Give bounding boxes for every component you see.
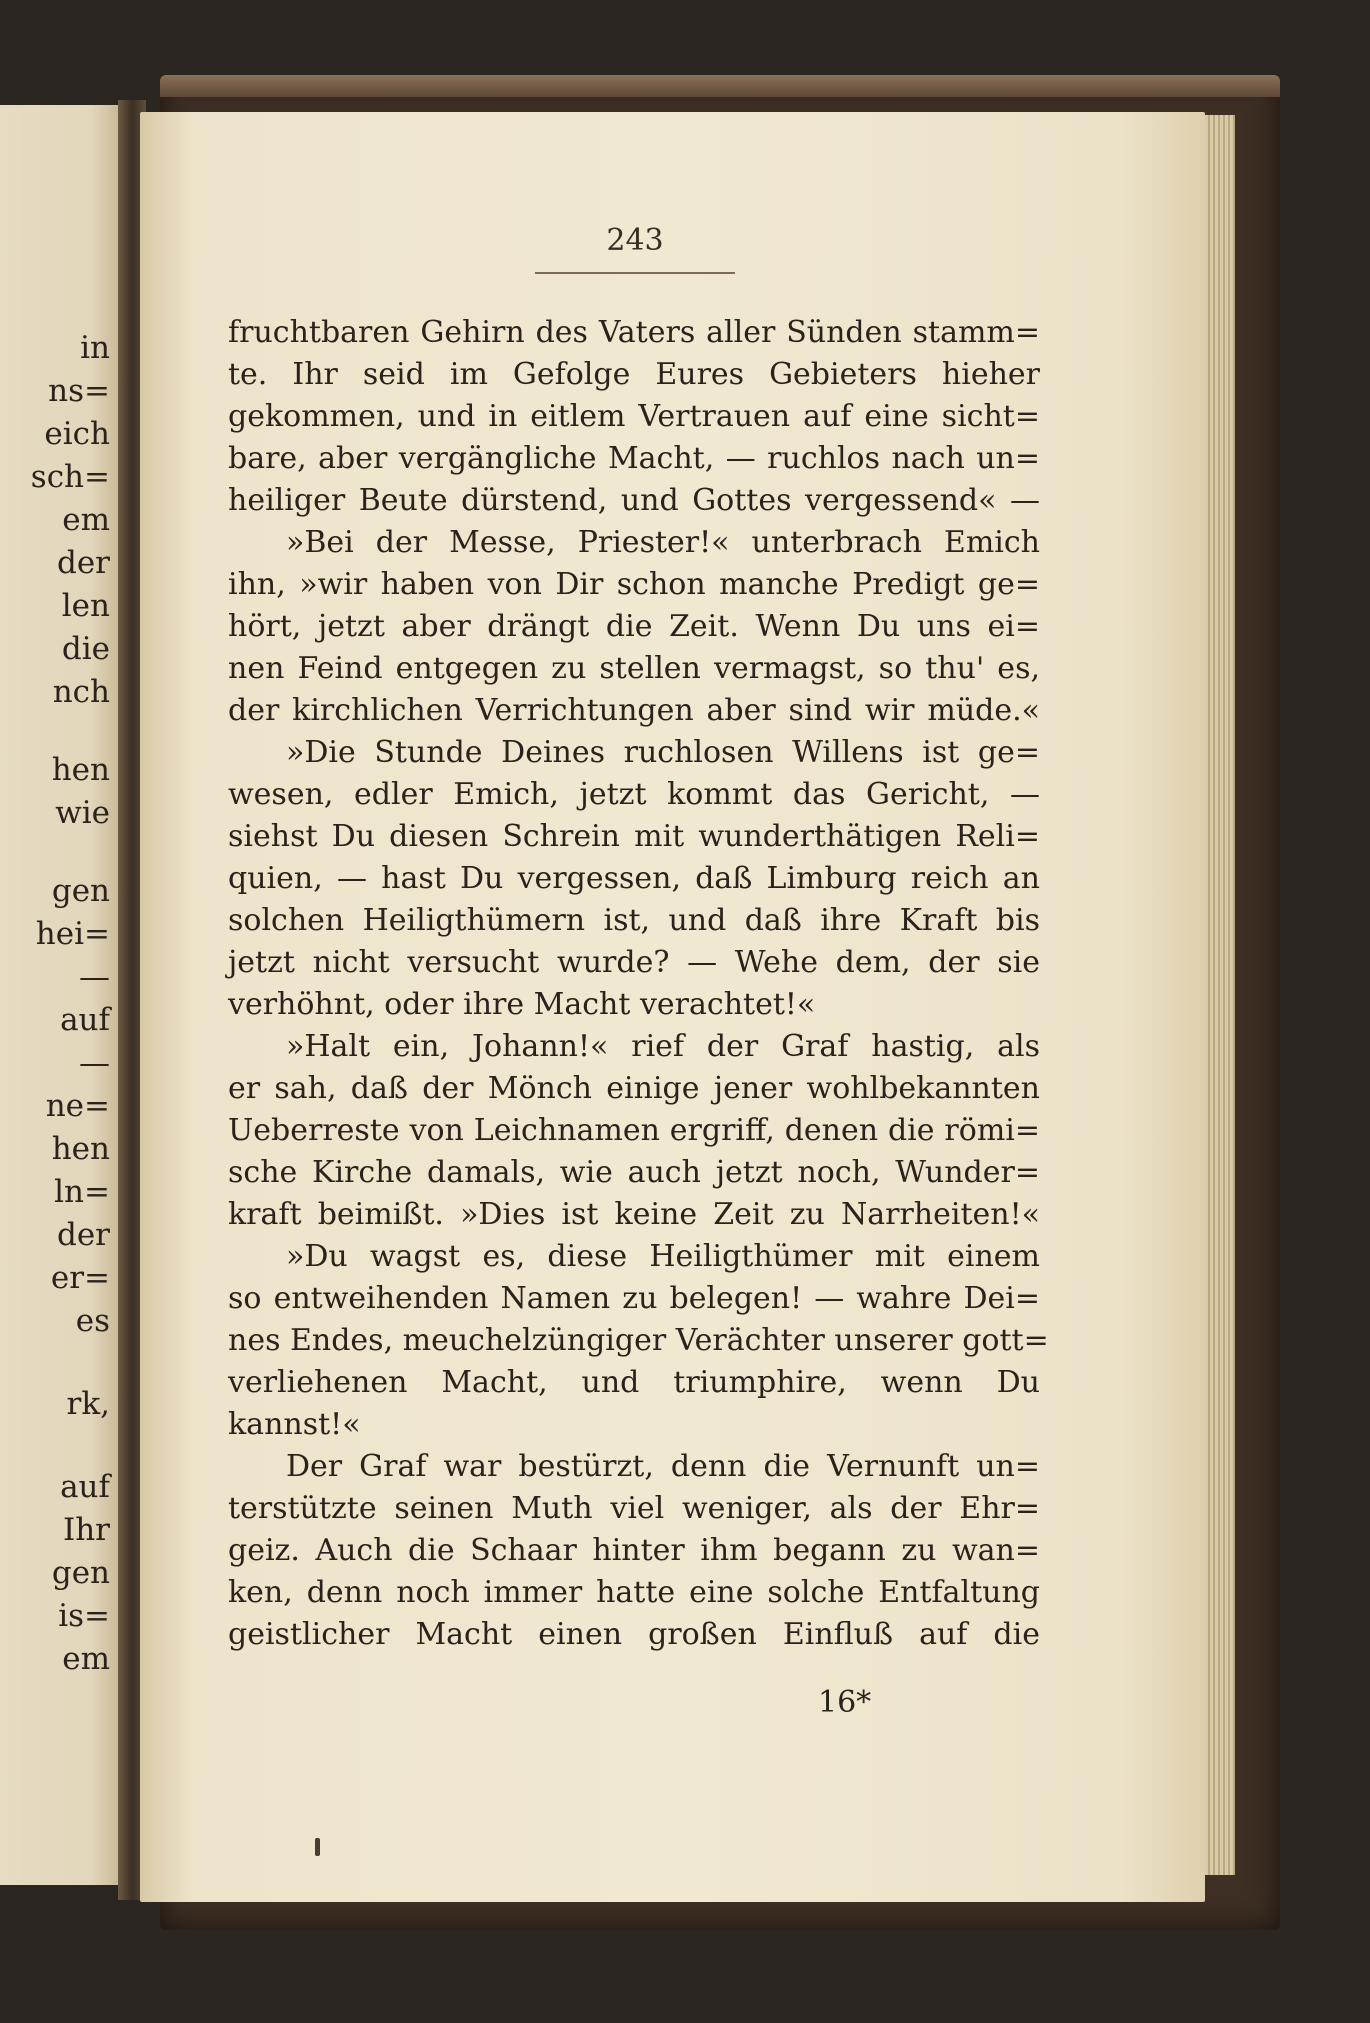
signature-mark: 16* <box>818 1685 872 1720</box>
text-line: te. Ihr seid im Gefolge Eures Gebieters hieher <box>228 357 1040 392</box>
text-line: nes Endes, meuchelzüngiger Verächter unserer gott= <box>228 1323 1049 1358</box>
text-line: siehst Du diesen Schrein mit wunderthätigen Reli= <box>228 819 1040 854</box>
text-line: nen Feind entgegen zu stellen vermagst, so thu' es, <box>228 651 1040 686</box>
text-line: hört, jetzt aber drängt die Zeit. Wenn Du uns ei= <box>228 609 1040 644</box>
left-page-fragment: es <box>75 1303 110 1339</box>
left-page-fragment: der <box>56 1217 110 1253</box>
text-line: so entweihenden Namen zu belegen! — wahre Dei= <box>228 1281 1040 1316</box>
text-line: Der Graf war bestürzt, denn die Vernunft un= <box>286 1449 1040 1484</box>
text-line: wesen, edler Emich, jetzt kommt das Gericht, — <box>228 777 1040 812</box>
left-page-fragment: auf <box>60 1002 110 1038</box>
text-line: fruchtbaren Gehirn des Vaters aller Sünden stamm= <box>228 315 1040 350</box>
text-line: ken, denn noch immer hatte eine solche Entfaltung <box>228 1575 1040 1610</box>
text-line: geistlicher Macht einen großen Einfluß auf die <box>228 1617 1040 1652</box>
left-page <box>0 105 130 1885</box>
left-page-fragment: — <box>79 1045 110 1081</box>
left-page-fragment: ns= <box>48 373 110 409</box>
left-page-fragment: gen <box>51 1555 110 1591</box>
body-text <box>228 312 1049 1656</box>
text-line: kannst!« <box>228 1407 361 1442</box>
left-page-fragment: hen <box>51 1131 110 1167</box>
left-page-fragment: rk, <box>66 1386 110 1422</box>
left-page-fragment: len <box>61 588 110 624</box>
text-line: heiliger Beute dürstend, und Gottes vergessend« — <box>228 483 1040 518</box>
left-page-fragment: nch <box>52 674 110 710</box>
text-line: er sah, daß der Mönch einige jener wohlbekannten <box>228 1071 1040 1106</box>
page-number: 243 <box>606 223 664 258</box>
text-line: quien, — hast Du vergessen, daß Limburg reich an <box>228 861 1040 896</box>
text-line: »Bei der Messe, Priester!« unterbrach Emich <box>286 525 1040 560</box>
text-line: gekommen, und in eitlem Vertrauen auf eine sicht= <box>228 399 1040 434</box>
left-page-fragment: ln= <box>54 1174 110 1210</box>
text-line: verhöhnt, oder ihre Macht verachtet!« <box>228 987 816 1022</box>
text-line: bare, aber vergängliche Macht, — ruchlos nach un= <box>228 441 1040 476</box>
text-line: kraft beimißt. »Dies ist keine Zeit zu Narrheiten!« <box>228 1197 1040 1232</box>
left-page-fragment: ne= <box>45 1088 110 1124</box>
text-line: ihn, »wir haben von Dir schon manche Predigt ge= <box>228 567 1040 602</box>
cover-top-edge <box>160 75 1280 97</box>
text-line: jetzt nicht versucht wurde? — Wehe dem, der sie <box>228 945 1040 980</box>
text-line: der kirchlichen Verrichtungen aber sind wir müde.« <box>228 693 1040 728</box>
header-rule <box>535 272 735 274</box>
text-line: »Du wagst es, diese Heiligthümer mit einem <box>286 1239 1040 1274</box>
text-line: »Halt ein, Johann!« rief der Graf hastig, als <box>286 1029 1040 1064</box>
left-page-fragment: wie <box>55 795 110 831</box>
left-page-fragment: er= <box>50 1260 110 1296</box>
left-page-fragment: auf <box>60 1469 110 1505</box>
left-page-fragment: eich <box>44 416 110 452</box>
left-page-fragment: die <box>61 631 110 667</box>
left-page-fragment: em <box>62 1641 110 1677</box>
text-line: Ueberreste von Leichnamen ergriff, denen die römi= <box>228 1113 1040 1148</box>
left-page-fragment: der <box>56 545 110 581</box>
left-page-fragment: is= <box>58 1598 110 1634</box>
left-page-fragment: hei= <box>35 916 110 952</box>
text-line: geiz. Auch die Schaar hinter ihm begann zu wan= <box>228 1533 1040 1568</box>
left-page-fragment: in <box>80 330 110 366</box>
text-line: verliehenen Macht, und triumphire, wenn Du <box>228 1365 1040 1400</box>
left-page-fragment: — <box>79 959 110 995</box>
text-line: »Die Stunde Deines ruchlosen Willens ist ge= <box>286 735 1040 770</box>
left-page-fragment: Ihr <box>62 1512 110 1548</box>
text-line: sche Kirche damals, wie auch jetzt noch, Wunder= <box>228 1155 1040 1190</box>
left-page-fragment: hen <box>51 752 110 788</box>
text-line: terstützte seinen Muth viel weniger, als der Ehr= <box>228 1491 1040 1526</box>
left-page-fragment: em <box>62 502 110 538</box>
left-page-fragment: sch= <box>30 459 110 495</box>
text-line: solchen Heiligthümern ist, und daß ihre Kraft bis <box>228 903 1040 938</box>
left-page-fragment: gen <box>51 873 110 909</box>
ink-speck <box>315 1838 320 1856</box>
